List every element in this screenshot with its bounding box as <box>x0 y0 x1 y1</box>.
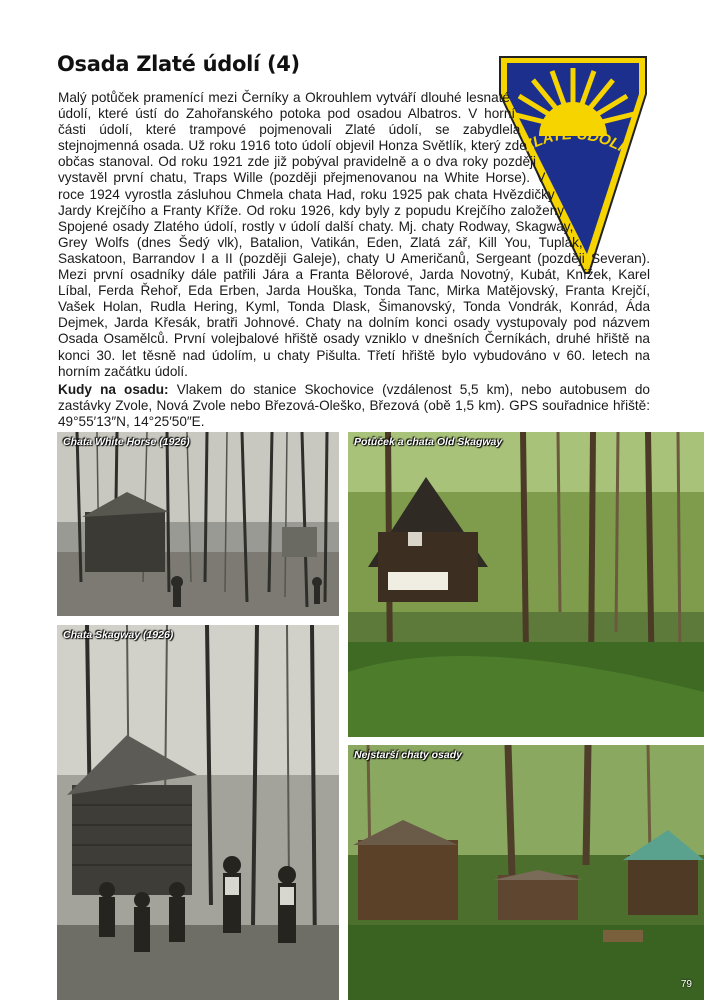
photo-oldest-cottages <box>348 745 704 1000</box>
photo-skagway <box>57 625 339 1000</box>
article-body <box>58 90 650 430</box>
photo-skagway-image <box>57 625 339 1000</box>
photo-caption: Chata White Horse (1926) <box>63 436 190 448</box>
photo-old-skagway <box>348 432 704 737</box>
photo-white-horse-image <box>57 432 339 616</box>
photo-old-skagway-image <box>348 432 704 737</box>
access-label: Kudy na osadu: <box>58 381 169 397</box>
page-number: 79 <box>680 979 692 990</box>
photo-oldest-cottages-image <box>348 745 704 1000</box>
access-info <box>58 382 650 430</box>
page-title: Osada Zlaté údolí (4) <box>57 52 300 76</box>
photo-caption: Nejstarší chaty osady <box>354 749 462 761</box>
logo-text: ZLATÉ ÚDOLÍ <box>521 125 627 156</box>
access-text: Vlakem do stanice Skochovice (vzdálenost 5,5 km), nebo autobusem do zastávky Zvole, Nová Zvole nebo Březová-Oleško, Březová (obě 1,5 km). GPS souřadnice hřiště: 49°55′13″N, 14°25′50″E. <box>58 381 650 429</box>
photo-caption: Potůček a chata Old Skagway <box>354 436 503 448</box>
article-paragraph: Malý potůček pramenící mezi Černíky a Okrouhlem vytváří dlouhé lesnaté údolí, které ústí do Zahořanského potoka pod osadou Albatros. V horní části údolí, které trampové pojmenovali Zlaté údolí, se zabydlela stejnojmenná osada. Už roku 1916 toto údolí objevil Honza Světlík, který zde občas stanoval. Od roku 1921 zde již pobýval pravidelně a o dva roky později vystavěl první chatu, Traps Wille (později přejmenovanou na White Horse). V roce 1924 vyrostla zásluhou Chmela chata Had, roku 1925 pak chata Hvězdičky Jardy Krejčího a Franty Kříže. Od roku 1926, kdy byly z popudu Krejčího založeny Spojené osady Zlatého údolí, rostly v údolí další chaty. Mj. chaty Rodway, Skagway, Grey Wolfs (dnes Šedý vlk), Batalion, Vatikán, Eden, Zlatá zář, Kill You, Tuplák, Saskatoon, Barrandov I a II (později Galeje), chaty U Američanů, Sergeant (později Severan). Mezi první osadníky dále patřili Jára a Franta Bělorové, Jarda Novotný, Kubát, Knížek, Karel Líbal, Ferda Řehoř, Eda Erben, Jarda Houška, Tonda Tanc, Mirka Matějovský, Franta Krejčí, Vašek Holan, Rudla Hering, Kyml, Tonda Dlask, Šimanovský, Tonda Vondrák, Konrád, Áda Dejmek, Jarda Křesák, bratři Johnové. Chaty na dolním konci osady vystupovaly pod názvem Osada Osamělců. První volejbalové hřiště osady vzniklo v dnešních Černíkách, druhé hřiště na konci 30. let těsně nad údolím, u chaty Pišulta. Třetí hřiště bylo vybudováno v 60. letech na horním začátku údolí. <box>58 90 650 379</box>
photo-white-horse <box>57 432 339 616</box>
photo-caption: Chata Skagway (1926) <box>63 629 174 641</box>
